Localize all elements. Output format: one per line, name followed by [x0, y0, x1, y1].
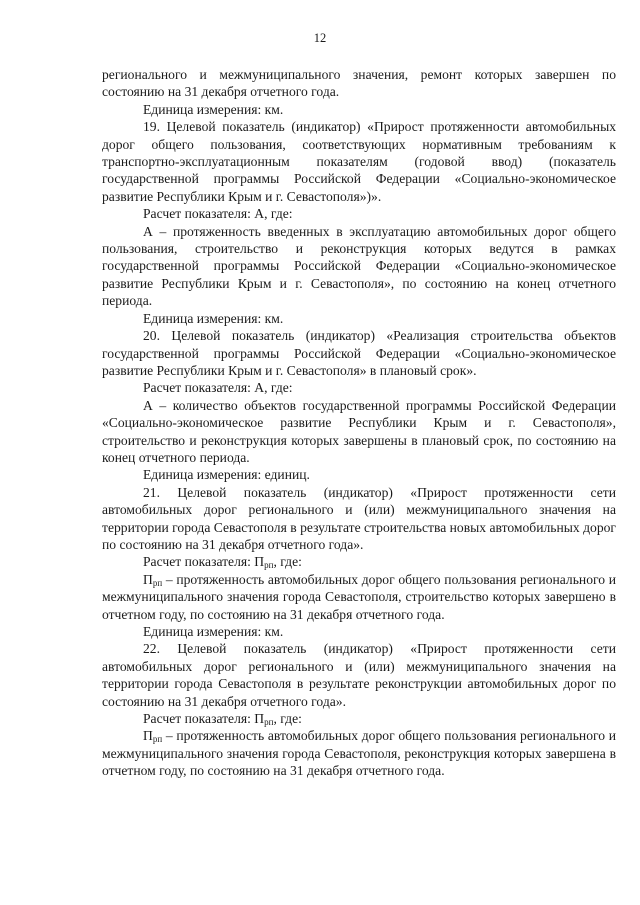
paragraph-continuation: регионального и межмуниципального значения, ремонт которых завершен по состоянию на 31 декабря отчетного года.	[102, 67, 616, 100]
calc-text: Расчет показателя: П	[143, 554, 265, 570]
variable-definition	[102, 727, 616, 779]
calc-text: , где:	[273, 711, 302, 727]
unit-of-measure: Единица измерения: км.	[143, 310, 284, 326]
variable-definition: А – количество объектов государственной программы Российской Федерации «Социально-экономическое развитие Республики Крым и г. Севастополя», строительство и реконструкция которых завершены в плановый срок, по состоянию на конец отчетного периода.	[102, 397, 616, 465]
page-number: 12	[313, 31, 327, 45]
subscript: рп	[152, 577, 163, 588]
calc-text: Расчет показателя: П	[143, 711, 265, 727]
definition-text: – протяженность автомобильных дорог общего пользования регионального и межмуниципального значения города Севастополя, строительство которых завершено в отчетном году, по состоянию на 31 декабря отчетного года.	[102, 571, 616, 622]
calculation-label	[102, 553, 616, 570]
subscript: рп	[264, 717, 274, 728]
unit-of-measure: Единица измерения: единиц.	[143, 467, 310, 483]
variable-definition: А – протяженность введенных в эксплуатацию автомобильных дорог общего пользования, строительство и реконструкция которых ведутся в рамках государственной программы Российской Федерации «Социально-экономическое развитие Республики Крым и г. Севастополя», по состоянию на конец отчетного периода.	[102, 223, 616, 309]
subscript: рп	[264, 560, 274, 571]
variable-symbol: П	[143, 728, 153, 744]
definition-text: – протяженность автомобильных дорог общего пользования регионального и межмуниципального значения города Севастополя, реконструкция которых завершена в отчетном году, по состоянию на 31 декабря отчетного года.	[102, 728, 616, 779]
calculation-label: Расчет показателя: А, где:	[143, 380, 293, 396]
calculation-label: Расчет показателя: А, где:	[143, 206, 293, 222]
unit-of-measure: Единица измерения: км.	[143, 624, 284, 639]
indicator-21: 21. Целевой показатель (индикатор) «Прирост протяженности сети автомобильных дорог регионального и (или) межмуниципального значения на территории города Севастополя в результате строительства новых автомобильных дорог по состоянию на 31 декабря отчетного года».	[102, 484, 616, 552]
calculation-label	[102, 710, 616, 727]
subscript: рп	[152, 734, 163, 745]
variable-symbol: П	[143, 571, 153, 587]
variable-definition	[102, 571, 616, 623]
indicator-22: 22. Целевой показатель (индикатор) «Прирост протяженности сети автомобильных дорог регионального и (или) межмуниципального значения на территории города Севастополя в результате реконструкции автомобильных дорог по состоянию на 31 декабря отчетного года».	[102, 641, 616, 709]
calc-text: , где:	[273, 554, 302, 570]
document-body	[102, 66, 616, 780]
unit-of-measure: Единица измерения: км.	[143, 101, 284, 117]
indicator-20: 20. Целевой показатель (индикатор) «Реализация строительства объектов государственной программы Российской Федерации «Социально-экономическое развитие Республики Крым и г. Севастополя» в плановый срок».	[102, 328, 616, 378]
indicator-19: 19. Целевой показатель (индикатор) «Прирост протяженности автомобильных дорог общего пользования, соответствующих нормативным требованиям к транспортно-эксплуатационным показателям (годовой ввод) (показатель государственной программы Российской Федерации «Социально-экономическое развитие Республики Крым и г. Севастополя»)».	[102, 119, 616, 204]
